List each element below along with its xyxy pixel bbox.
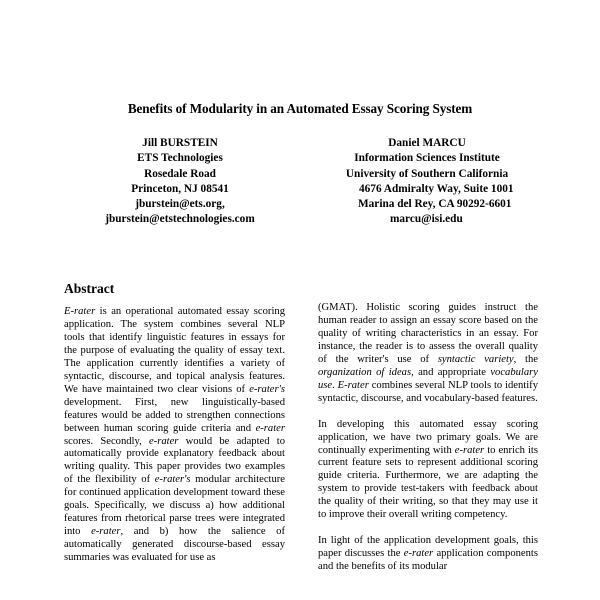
term-italic: e-rater	[91, 526, 121, 538]
text-run: combines several NLP tools to identify syntactic, discourse, and vocabulary-based features.	[318, 379, 539, 404]
text-run: (GMAT). Holistic scoring guides instruct the human reader to assign an essay score based on the quality of writing characteristics in an essay. For instance, the reader is to assess the overall quality of the writer's use of	[318, 302, 538, 365]
author-2-university: University of Southern California	[345, 167, 509, 180]
text-run: .	[332, 379, 338, 391]
author-1-city: Princeton, NJ 08541	[131, 182, 229, 195]
abstract-left-column	[64, 306, 285, 565]
term-italic: e-rater's	[249, 383, 285, 395]
text-run: In developing this automated essay scoring application, we have two primary goals. We are continually experimenting with	[318, 418, 538, 456]
author-2-affiliation: Information Sciences Institute	[354, 152, 500, 165]
author-1-affiliation: ETS Technologies	[137, 152, 223, 165]
term-italic: e-rater	[403, 548, 434, 560]
author-2-name: Daniel MARCU	[388, 137, 466, 149]
author-1-email-2: jburstein@etstechnologies.com	[105, 213, 255, 226]
text-run: , the	[513, 353, 538, 365]
text-run: scores. Secondly,	[64, 435, 149, 447]
term-italic: e-rater	[148, 435, 179, 447]
term-italic: e-rater's	[154, 474, 191, 486]
author-2-email: marcu@isi.edu	[390, 213, 463, 226]
term-italic: vocabulary use	[318, 366, 538, 391]
text-run: , and appropriate	[411, 366, 491, 378]
paper-title: Benefits of Modularity in an Automated Essay Scoring System	[127, 101, 473, 116]
author-1-email: jburstein@ets.org,	[135, 198, 225, 211]
text-run: modular architecture for continued application development toward these goals. Specifically, we discuss a) how additional features from rhetorical parse trees were integrated into	[64, 474, 285, 538]
text-run: In light of the application development goals, this paper discusses the	[318, 535, 538, 560]
abstract-paragraph	[64, 306, 285, 565]
author-2-block	[327, 136, 527, 228]
text-run: development. First, new linguistically-based features would be added to strengthen connections between human scoring guide criteria and	[64, 396, 285, 434]
text-run: is an operational automated essay scoring application. The system combines several NLP tools that identify linguistic features in essays for the purpose of evaluating the quality of essay text. The application currently identifies a variety of syntactic, discourse, and topical analysis features. We have maintained two clear visions of	[64, 306, 285, 395]
text-run: would be adapted to automatically provide explanatory feedback about writing quality. This paper provides two examples of the flexibility of	[64, 435, 285, 486]
author-1-name: Jill BURSTEIN	[142, 137, 218, 149]
term-italic: organization of ideas	[318, 366, 412, 378]
author-2-street: 4676 Admiralty Way, Suite 1001	[359, 182, 514, 195]
abstract-heading: Abstract	[64, 281, 115, 296]
text-run: , and b) how the salience of automatically generated discourse-based essay summaries was evaluated for use as	[64, 526, 285, 564]
term-italic: syntactic variety	[437, 353, 514, 365]
term-italic: E-rater	[337, 379, 369, 391]
term-italic: e-rater	[454, 444, 485, 456]
text-run: application components and the benefits of its modular	[318, 548, 538, 573]
body-paragraph-2	[318, 419, 538, 523]
text-run: to enrich its current feature sets to represent additional scoring guide criteria. Furthermore, we are adapting the system to provide test-takers with feedback about the quality of their writing, so that they may use it to improve their overall writing competency.	[318, 444, 538, 521]
term-italic: E-rater	[64, 306, 96, 317]
author-1-street: Rosedale Road	[144, 167, 216, 180]
author-1-block	[85, 136, 275, 228]
body-paragraph-1	[318, 302, 538, 406]
term-italic: e-rater	[255, 422, 285, 434]
author-2-city: Marina del Rey, CA 90292-6601	[358, 198, 512, 211]
body-paragraph-3	[318, 535, 538, 574]
right-column	[318, 302, 538, 574]
